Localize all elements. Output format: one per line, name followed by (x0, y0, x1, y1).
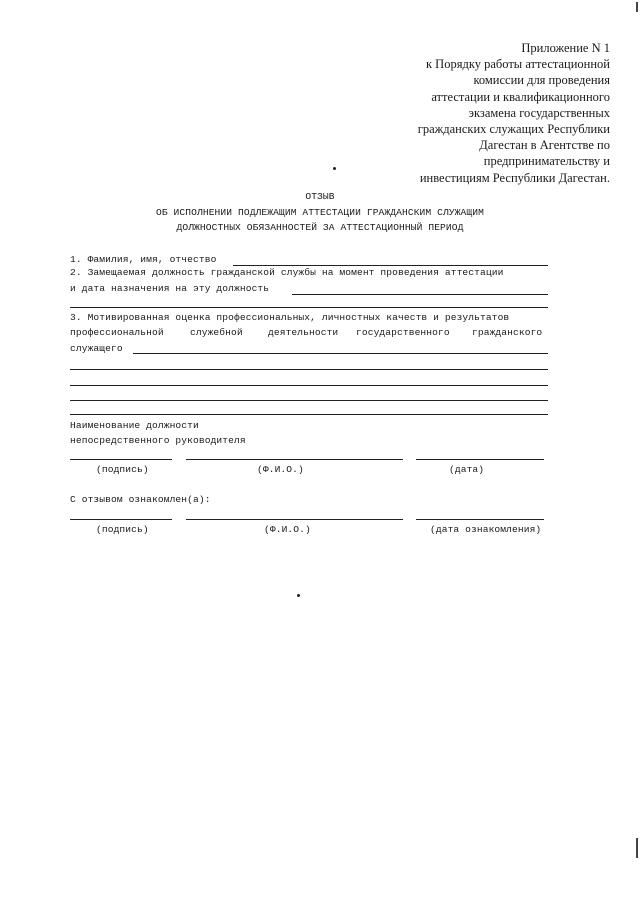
supervisor-name-line[interactable] (186, 459, 403, 460)
item3-word: государственного (356, 327, 450, 338)
item2-extra-line[interactable] (70, 307, 548, 308)
scan-speck (297, 594, 300, 597)
appendix-line: к Порядку работы аттестационной (425, 57, 610, 72)
ack-name-line[interactable] (186, 519, 403, 520)
appendix-line: гражданских служащих Республики (417, 122, 610, 137)
item3-extra-line[interactable] (70, 369, 548, 370)
scan-edge-mark (636, 2, 638, 12)
ack-date-line[interactable] (416, 519, 544, 520)
ack-signature-caption: (подпись) (96, 524, 149, 535)
appendix-line: аттестации и квалификационного (431, 89, 610, 104)
appendix-line: комиссии для проведения (473, 73, 610, 88)
item3-fill-line[interactable] (133, 353, 548, 354)
item3-label-line1: 3. Мотивированная оценка профессиональных, личностных качеств и результатов (70, 312, 510, 323)
supervisor-signature-caption: (подпись) (96, 464, 149, 475)
appendix-header (350, 40, 610, 186)
item3-extra-line[interactable] (70, 414, 548, 415)
document-subtitle-line1: ОБ ИСПОЛНЕНИИ ПОДЛЕЖАЩИМ АТТЕСТАЦИИ ГРАЖДАНСКИМ СЛУЖАЩИМ (155, 207, 484, 218)
acknowledgment-label: С отзывом ознакомлен(а): (70, 494, 211, 505)
item1-label: 1. Фамилия, имя, отчество (70, 254, 217, 265)
appendix-line: предпринимательству и (483, 154, 610, 169)
item3-word: профессиональной (70, 327, 164, 338)
item1-fill-line[interactable] (233, 265, 548, 266)
supervisor-label-line2: непосредственного руководителя (70, 435, 246, 446)
item3-extra-line[interactable] (70, 385, 548, 386)
appendix-line: Приложение N 1 (521, 41, 610, 55)
ack-date-caption: (дата ознакомления) (430, 524, 542, 535)
item3-word: деятельности (268, 327, 339, 338)
item2-label-line2: и дата назначения на эту должность (70, 283, 270, 294)
item3-word: гражданского (472, 327, 543, 338)
document-title: ОТЗЫВ (305, 191, 335, 202)
appendix-line: Дагестан в Агентстве по (479, 138, 610, 153)
appendix-line: инвестициям Республики Дагестан. (419, 170, 610, 185)
ack-signature-line[interactable] (70, 519, 172, 520)
scan-edge-mark (636, 838, 638, 858)
supervisor-date-caption: (дата) (449, 464, 485, 475)
ack-name-caption: (Ф.И.О.) (264, 524, 311, 535)
item3-word: служебной (190, 327, 243, 338)
supervisor-label-line1: Наименование должности (70, 420, 199, 431)
item3-extra-line[interactable] (70, 400, 548, 401)
document-subtitle-line2: ДОЛЖНОСТНЫХ ОБЯЗАННОСТЕЙ ЗА АТТЕСТАЦИОННЫЙ ПЕРИОД (176, 222, 464, 233)
supervisor-name-caption: (Ф.И.О.) (257, 464, 304, 475)
scan-speck (333, 167, 336, 170)
supervisor-signature-line[interactable] (70, 459, 172, 460)
item2-label-line1: 2. Замещаемая должность гражданской службы на момент проведения аттестации (70, 267, 504, 278)
supervisor-date-line[interactable] (416, 459, 544, 460)
appendix-line: экзамена государственных (468, 105, 610, 120)
item3-label-line3: служащего (70, 343, 123, 354)
item2-fill-line[interactable] (292, 294, 548, 295)
